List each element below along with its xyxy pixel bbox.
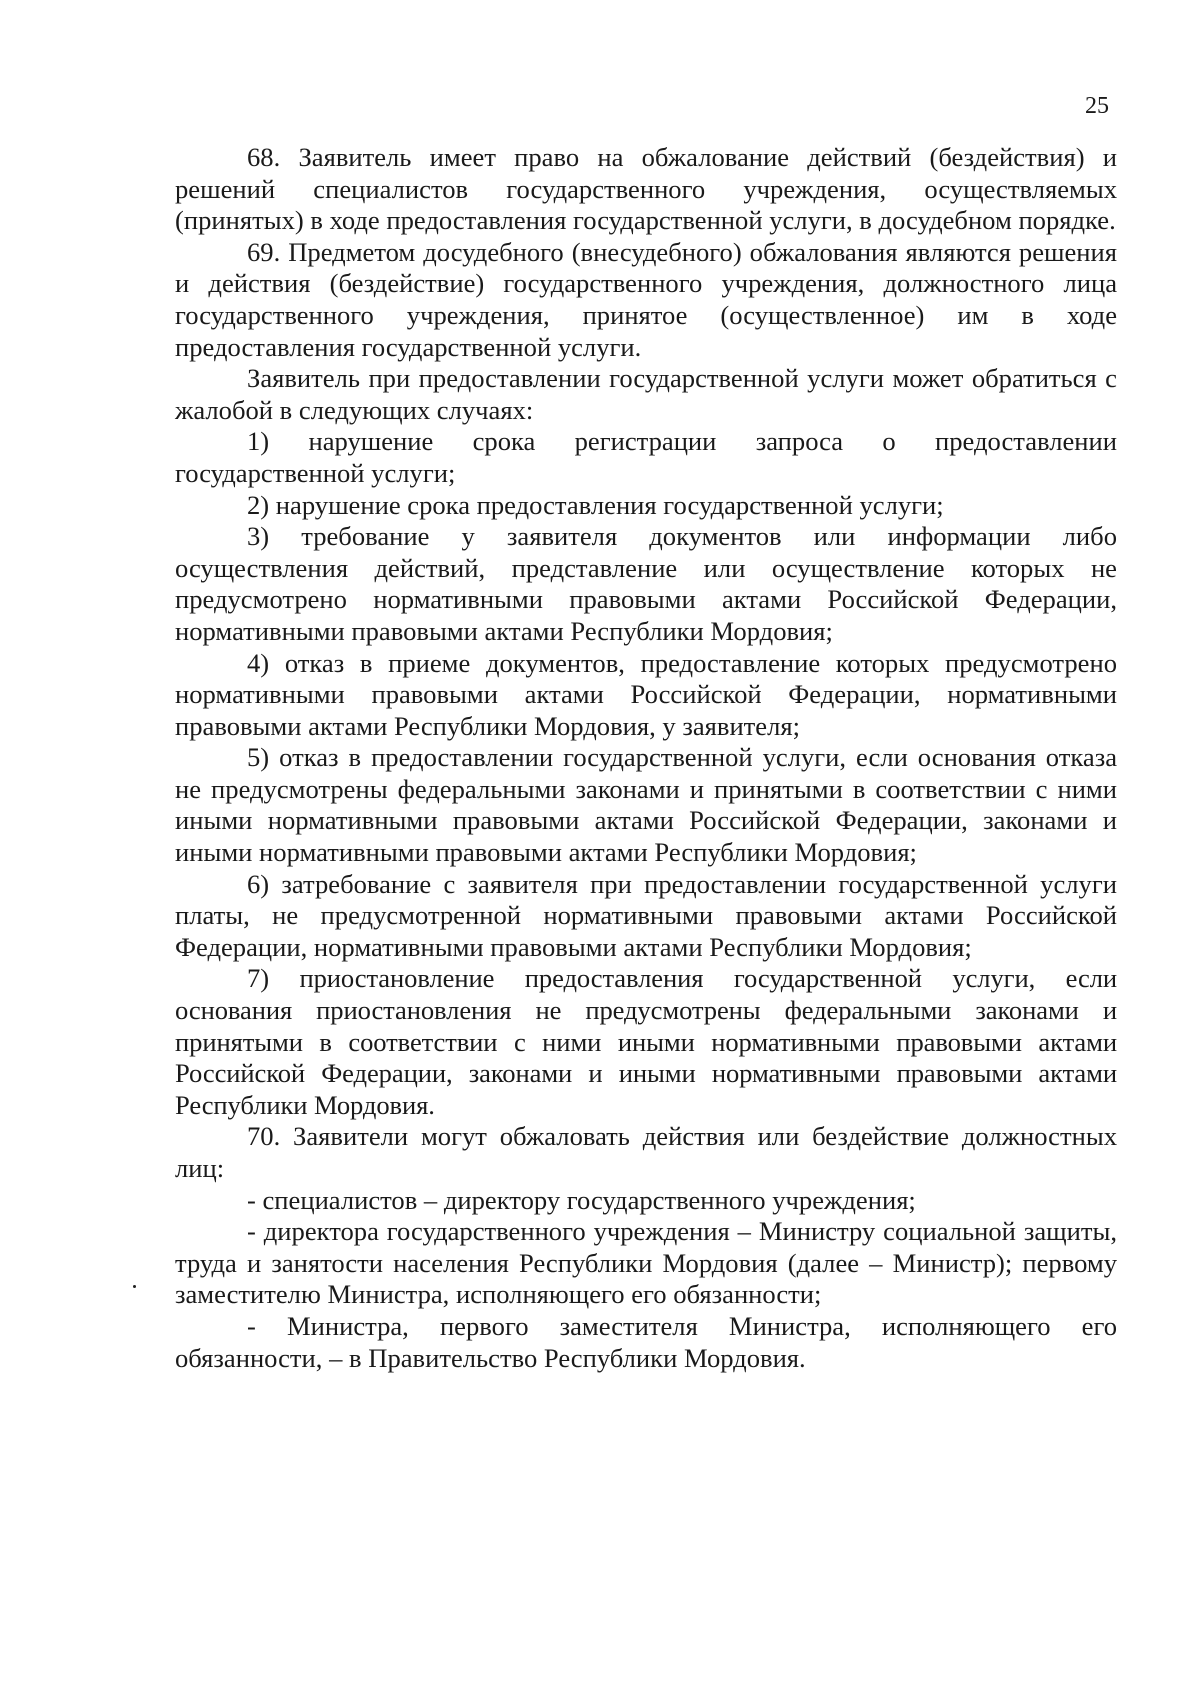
paragraph-69: 69. Предметом досудебного (внесудебного) обжалования являются решения и действия (бездействие) государственного учреждения, должностного лица государственного учреждения, принятое (осуществленное) им в ходе предоставления государственной услуги. bbox=[175, 236, 1117, 362]
paragraph-68: 68. Заявитель имеет право на обжалование действий (бездействия) и решений специалистов государственного учреждения, осуществляемых (принятых) в ходе предоставления государственной услуги, в досудебном порядке. bbox=[175, 142, 1117, 236]
list-item-3: 3) требование у заявителя документов или информации либо осуществления действий, представление или осуществление которых не предусмотрено нормативными правовыми актами Российской Федерации, нормативными правовыми актами Республики Мордовия; bbox=[175, 521, 1117, 646]
dash-item-specialists: - специалистов – директору государственного учреждения; bbox=[247, 1184, 916, 1215]
list-item-1: 1) нарушение срока регистрации запроса о предоставлении государственной услуги; bbox=[175, 426, 1117, 488]
page-number: 25 bbox=[1085, 93, 1109, 119]
list-item-6: 6) затребование с заявителя при предоставлении государственной услуги платы, не предусмотренной нормативными правовыми актами Российской Федерации, нормативными правовыми актами Республики Мордовия; bbox=[175, 868, 1117, 962]
list-item-2: 2) нарушение срока предоставления государственной услуги; bbox=[247, 489, 944, 520]
list-item-4: 4) отказ в приеме документов, предоставление которых предусмотрено нормативными правовыми актами Российской Федерации, нормативными правовыми актами Республики Мордовия, у заявителя; bbox=[175, 647, 1117, 741]
dash-item-minister: - Министра, первого заместителя Министра, исполняющего его обязанности, – в Правительство Республики Мордовия. bbox=[175, 1310, 1117, 1373]
scan-dot-mark bbox=[133, 1285, 136, 1288]
document-body bbox=[175, 142, 1117, 1374]
paragraph-complaint-cases-intro: Заявитель при предоставлении государственной услуги может обратиться с жалобой в следующих случаях: bbox=[175, 363, 1117, 425]
paragraph-70: 70. Заявители могут обжаловать действия или бездействие должностных лиц: bbox=[175, 1121, 1117, 1183]
dash-item-director: - директора государственного учреждения – Министру социальной защиты, труда и занятости населения Республики Мордовия (далее – Министр); первому заместителю Министра, исполняющего его обязанности; bbox=[175, 1216, 1117, 1310]
list-item-7: 7) приостановление предоставления государственной услуги, если основания приостановления не предусмотрены федеральными законами и принятыми в соответствии с ними иными нормативными правовыми актами Российской Федерации, законами и иными нормативными правовыми актами Республики Мордовия. bbox=[175, 963, 1117, 1120]
list-item-5: 5) отказ в предоставлении государственной услуги, если основания отказа не предусмотрены федеральными законами и принятыми в соответствии с ними иными нормативными правовыми актами Российской Федерации, законами и иными нормативными правовыми актами Республики Мордовия; bbox=[175, 742, 1117, 868]
